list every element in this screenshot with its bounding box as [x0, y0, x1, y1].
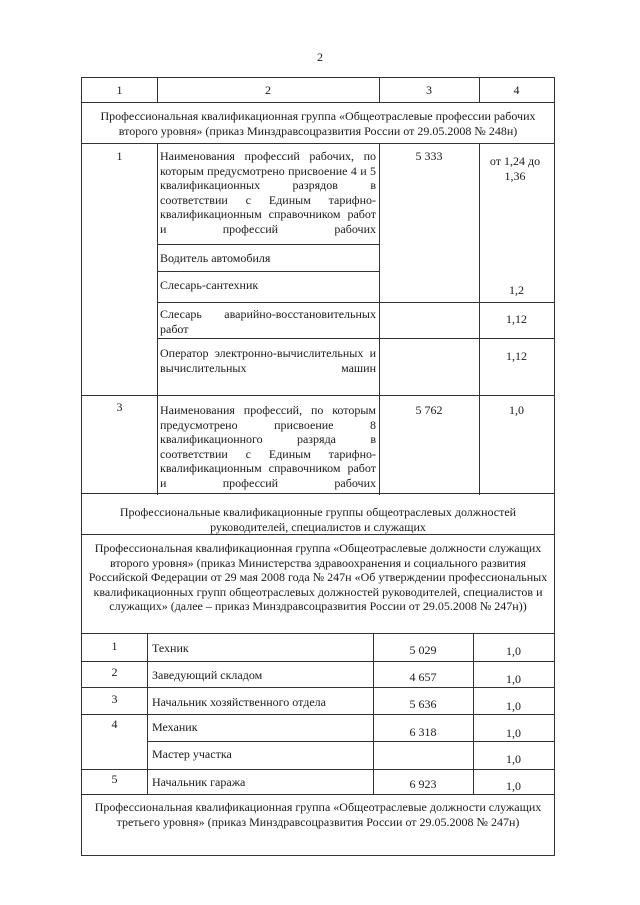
- coefficient-value: 1,0: [506, 699, 521, 713]
- row-divider: [157, 302, 554, 303]
- coefficient-value: 1,2: [509, 283, 524, 297]
- salary-value: 5 333: [415, 149, 443, 163]
- coefficient-value: 1,0: [509, 403, 524, 417]
- coefficient-value: 1,0: [506, 779, 521, 793]
- page-number: 2: [317, 50, 323, 64]
- coefficient-value: 1,12: [506, 312, 527, 326]
- profession-name: Наименования профессий, по которым предусмотрено присвоение 8 квалификационного разряда в соответствии с Единым тарифно-квалификационным справочником работ и профессий рабочих: [160, 403, 376, 490]
- salary-table: [81, 77, 555, 856]
- col-divider: [147, 633, 148, 794]
- profession-name: Слесарь аварийно-восстановительных работ: [160, 307, 376, 336]
- coefficient-value: 1,0: [506, 752, 521, 766]
- position-name: Механик: [152, 720, 198, 734]
- row-divider: [157, 244, 379, 245]
- salary-value: 6 923: [409, 777, 437, 791]
- row-number: 2: [111, 665, 118, 679]
- position-name: Начальник хозяйственного отдела: [152, 695, 326, 709]
- profession-name: Водитель автомобиля: [160, 251, 271, 265]
- section-title: Профессиональные квалификационные группы общеотраслевых должностей руководителей, специалистов и служащих: [119, 505, 517, 534]
- salary-value: 5 029: [409, 643, 437, 657]
- profession-name: Наименования профессий рабочих, по которым предусмотрено присвоение 4 и 5 квалификационных разрядов в соответствии с Единым тарифно-квалификационным справочником работ и профессий рабочих: [160, 149, 376, 236]
- row-number: 3: [116, 400, 123, 414]
- position-name: Техник: [152, 641, 189, 655]
- coefficient-value: 1,12: [506, 349, 527, 363]
- row-divider: [82, 687, 554, 688]
- group-title: Профессиональная квалификационная группа «Общеотраслевые должности служащих третьего уровня» (приказ Минздравсоцразвития России от 29.05.2008 № 247н): [94, 800, 542, 829]
- coefficient-value: от 1,24 до 1,36: [489, 154, 541, 183]
- position-name: Заведующий складом: [152, 668, 263, 682]
- position-name: Начальник гаража: [152, 775, 246, 789]
- row-divider: [82, 102, 554, 103]
- col-divider: [379, 143, 380, 495]
- row-divider: [82, 714, 554, 715]
- row-divider: [157, 338, 554, 339]
- row-divider: [157, 271, 379, 272]
- group-title: Профессиональная квалификационная группа «Общеотраслевые должности служащих второго уровня» (приказ Министерства здравоохранения и социального развития Российской Федерации от 29 мая 2008 года № 247н «Об утверждении профессиональных квалификационных групп общеотраслевых должностей руководителей, специалистов и служащих» (далее – приказ Минздравсоцразвития России от 29.05.2008 № 247н)): [88, 541, 548, 613]
- profession-name: Оператор электронно-вычислительных и вычислительных машин: [160, 346, 376, 375]
- row-number: 1: [116, 149, 123, 163]
- coefficient-value: 1,0: [506, 672, 521, 686]
- row-divider: [82, 661, 554, 662]
- row-number: 4: [111, 717, 118, 731]
- row-divider: [82, 794, 554, 795]
- row-divider: [147, 741, 554, 742]
- salary-value: 5 636: [409, 697, 437, 711]
- salary-value: 5 762: [415, 403, 443, 417]
- header-cell: 3: [426, 83, 432, 97]
- row-number: 1: [111, 639, 118, 653]
- row-divider: [82, 493, 554, 494]
- row-divider: [82, 633, 554, 634]
- header-cell: 2: [265, 83, 271, 97]
- profession-name: Слесарь-сантехник: [160, 278, 259, 292]
- row-divider: [82, 769, 554, 770]
- row-number: 3: [111, 692, 118, 706]
- row-divider: [82, 534, 554, 535]
- header-cell: 1: [116, 83, 123, 97]
- salary-value: 4 657: [409, 670, 437, 684]
- row-number: 5: [111, 772, 118, 786]
- coefficient-value: 1,0: [506, 726, 521, 740]
- header-cell: 4: [513, 83, 520, 97]
- col-divider: [157, 143, 158, 495]
- salary-value: 6 318: [409, 725, 437, 739]
- row-divider: [82, 395, 554, 396]
- position-name: Мастер участка: [152, 747, 232, 761]
- coefficient-value: 1,0: [506, 644, 521, 658]
- group-title: Профессиональная квалификационная группа «Общеотраслевые профессии рабочих второго уровня» (приказ Минздравсоцразвития России от 29.05.2008 № 248н): [100, 109, 536, 138]
- row-divider: [82, 143, 554, 144]
